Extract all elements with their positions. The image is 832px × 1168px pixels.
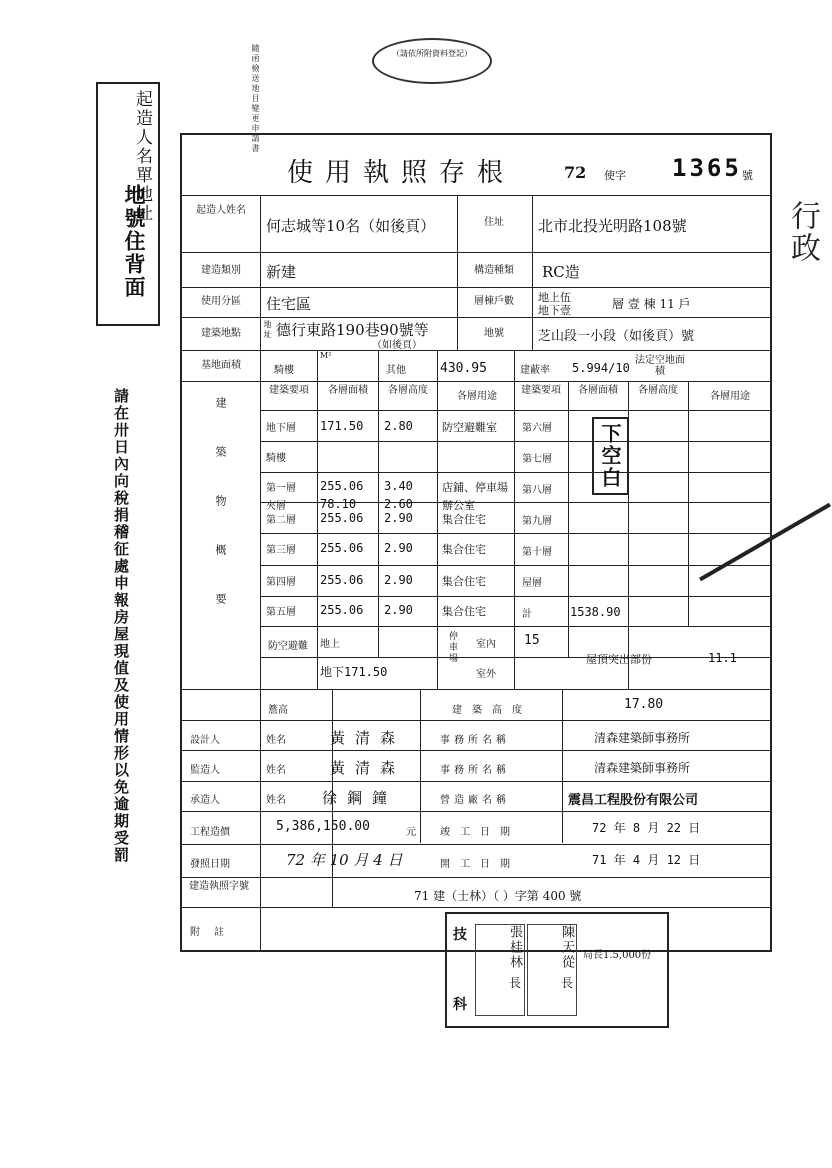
coverage-label: 建蔽率 — [520, 365, 550, 376]
building-height-label: 建築高度 — [452, 705, 532, 716]
torn-edge-text: 行政 — [785, 200, 820, 264]
supervisor-label: 監造人 — [190, 765, 220, 776]
permit-form — [180, 133, 772, 952]
col-area-right: 各層面積 — [578, 385, 618, 396]
floors-label: 層棟戶數 — [474, 296, 514, 307]
address-label: 住址 — [484, 217, 504, 228]
eave-label: 簷高 — [268, 705, 288, 716]
top-stamp: 隨函檢送地目變更申請書 — [251, 44, 260, 154]
permit-suffix: 號 — [742, 169, 753, 182]
floor-area-left: 255.06 — [320, 511, 364, 525]
floor-use-left: 集合住宅 — [442, 605, 486, 618]
seal-left-label: 技 — [453, 927, 467, 943]
site-address-label: 地址 — [263, 320, 272, 340]
floor-use-left: 防空避難室 — [442, 421, 497, 434]
floor-use-left: 店鋪、停車場 — [442, 481, 508, 494]
open-area-label: 法定空地面積 — [635, 355, 685, 377]
contractor-name-label: 姓名 — [266, 795, 286, 806]
floor-area-left: 171.50 — [320, 419, 364, 433]
floors-above: 地上伍 — [538, 291, 571, 304]
zone-label: 使用分區 — [201, 296, 241, 307]
permit-value: 71 建（士林）（ ）字第 400 號 — [414, 889, 582, 903]
area-label: 基地面積 — [201, 360, 241, 371]
issue-label: 發照日期 — [190, 859, 230, 870]
margin-note-header: 起造人名單地址 — [132, 90, 152, 223]
col-use-left: 各層用途 — [457, 391, 497, 402]
owner-label: 起造人姓名 — [196, 205, 246, 216]
official-seal-block — [445, 912, 669, 1028]
site-label: 建築地點 — [201, 328, 241, 339]
cost-label: 工程造價 — [190, 827, 230, 838]
corridor-label: 騎樓 — [274, 365, 294, 376]
floor-height-left: 2.90 — [384, 541, 413, 555]
seal-title-1: 長 — [509, 976, 522, 990]
floor-height-left: 2.60 — [384, 497, 413, 511]
floors-units: 層 壹 棟 11 戶 — [612, 297, 691, 311]
completion-label: 竣工日期 — [440, 827, 520, 838]
floor-height-left: 2.90 — [384, 603, 413, 617]
floor-use-left: 集合住宅 — [442, 575, 486, 588]
floor-item-left: 第四層 — [266, 577, 296, 588]
seal-title-2: 長 — [561, 976, 574, 990]
floor-area-left: 255.06 — [320, 603, 364, 617]
area-unit: M² — [320, 351, 332, 360]
floor-height-left: 2.90 — [384, 573, 413, 587]
floor-item-left: 第五層 — [266, 607, 296, 618]
supervisor-name-label: 姓名 — [266, 765, 286, 776]
building-height-value: 17.80 — [624, 697, 664, 712]
total-area: 1538.90 — [570, 605, 621, 619]
floor-item-left: 第二層 — [266, 515, 296, 526]
designer-name-label: 姓名 — [266, 735, 286, 746]
building-type-value: 新建 — [266, 263, 297, 281]
col-item-left: 建築要項 — [269, 385, 309, 396]
col-height-right: 各層高度 — [638, 385, 678, 396]
tax-warning-note: 請在卅日內向稅捐稽征處申報房屋現值及使用情形以免逾期受罰 — [112, 388, 130, 864]
floor-item-right: 計 — [522, 609, 532, 620]
form-title: 使用執照存根 — [287, 158, 516, 188]
structure-value: RC造 — [542, 263, 580, 281]
issue-date: 72 年 10 月 4 日 — [286, 851, 403, 869]
coverage-value: 5.994/10 — [572, 361, 630, 375]
floor-item-left: 騎樓 — [266, 453, 286, 464]
floor-use-left: 集合住宅 — [442, 513, 486, 526]
permit-type: 使字 — [604, 169, 626, 182]
col-use-right: 各層用途 — [710, 391, 750, 402]
shelter-label: 防空避難 — [268, 641, 308, 652]
floor-use-left: 辦公室 — [442, 499, 475, 512]
floor-item-right: 第六層 — [522, 423, 552, 434]
col-item-right: 建築要項 — [521, 385, 561, 396]
seal-left-label-2: 科 — [453, 997, 467, 1013]
contractor-name: 徐鋼鐘 — [322, 789, 398, 807]
floor-item-left: 地下層 — [266, 423, 296, 434]
cost-value: 5,386,150.00 — [276, 819, 370, 834]
floor-area-left: 255.06 — [320, 541, 364, 555]
building-type-label: 建造類別 — [201, 265, 241, 276]
floor-item-right: 第十層 — [522, 547, 552, 558]
shelter-below: 地下171.50 — [320, 665, 388, 679]
parking-indoor: 室內 — [476, 639, 496, 650]
seal-name-1: 張桂林 — [475, 924, 525, 1016]
designer-name: 黃清森 — [330, 729, 406, 747]
supervisor-firm: 清森建築師事務所 — [594, 761, 691, 775]
supervisor-firm-label: 事務所名稱 — [440, 765, 510, 776]
parking-label: 停車場 — [447, 631, 457, 664]
floor-area-left: 78.10 — [320, 497, 357, 511]
col-height-left: 各層高度 — [388, 385, 428, 396]
contractor-firm: 震昌工程股份有限公司 — [568, 793, 699, 808]
floor-item-right: 第九層 — [522, 516, 552, 527]
floor-area-left: 255.06 — [320, 573, 364, 587]
floor-item-right: 第八層 — [522, 485, 552, 496]
owner-value: 何志城等10名（如後頁） — [266, 217, 436, 235]
floor-use-left: 集合住宅 — [442, 543, 486, 556]
site-value: 德行東路190巷90號等 — [276, 321, 429, 339]
area-other-label: 其他 — [386, 365, 406, 376]
permit-number: 1365 — [672, 154, 742, 182]
permit-label: 建造執照字號 — [189, 881, 249, 892]
designer-label: 設計人 — [190, 735, 220, 746]
completion-date: 72 年 8 月 22 日 — [592, 821, 701, 835]
floor-item-left: 夾層 — [266, 501, 286, 512]
lot-value: 芝山段一小段（如後頁）號 — [538, 329, 695, 344]
area-other-value: 430.95 — [440, 361, 487, 376]
designer-firm: 清森建築師事務所 — [594, 731, 691, 745]
roof-value: 11.1 — [708, 651, 737, 665]
start-date: 71 年 4 月 12 日 — [592, 853, 701, 867]
start-label: 開工日期 — [440, 859, 520, 870]
seal-right-text: 局長1.5,000份 — [583, 950, 652, 961]
floor-item-left: 第一層 — [266, 483, 296, 494]
zone-value: 住宅區 — [266, 295, 312, 313]
floor-item-left: 第三層 — [266, 545, 296, 556]
floor-item-right: 屋層 — [522, 578, 542, 589]
floor-item-right: 第七層 — [522, 454, 552, 465]
floors-below: 地下壹 — [538, 304, 571, 317]
contractor-firm-label: 營造廠名稱 — [440, 795, 510, 806]
floor-height-left: 2.90 — [384, 511, 413, 525]
floor-height-left: 2.80 — [384, 419, 413, 433]
margin-note-body: 地號住背面 — [122, 184, 147, 299]
parking-outdoor: 室外 — [476, 669, 496, 680]
roof-label: 屋頂突出部份 — [586, 653, 652, 666]
floor-area-left: 255.06 — [320, 479, 364, 493]
seal-name-2: 陳天從 — [527, 924, 577, 1016]
parking-indoor-value: 15 — [524, 633, 540, 648]
address-value: 北市北投光明路108號 — [538, 217, 687, 235]
oval-stamp: （請依所附資料登記） — [372, 38, 492, 84]
lot-label: 地號 — [484, 328, 504, 339]
supervisor-name: 黃清森 — [330, 759, 406, 777]
contractor-label: 承造人 — [190, 795, 220, 806]
structure-label: 構造種類 — [474, 265, 514, 276]
blank-below-stamp: 下空白 — [592, 417, 629, 495]
designer-firm-label: 事務所名稱 — [440, 735, 510, 746]
permit-year: 72 — [564, 163, 587, 182]
shelter-above: 地上 — [320, 639, 340, 650]
cost-unit: 元 — [406, 827, 416, 838]
margin-note-box — [96, 82, 160, 326]
floor-height-left: 3.40 — [384, 479, 413, 493]
remark-label: 附註 — [190, 927, 238, 938]
col-area-left: 各層面積 — [328, 385, 368, 396]
site-note: （如後頁） — [372, 340, 422, 351]
building-summary-label: 建築物概要 — [214, 397, 227, 642]
